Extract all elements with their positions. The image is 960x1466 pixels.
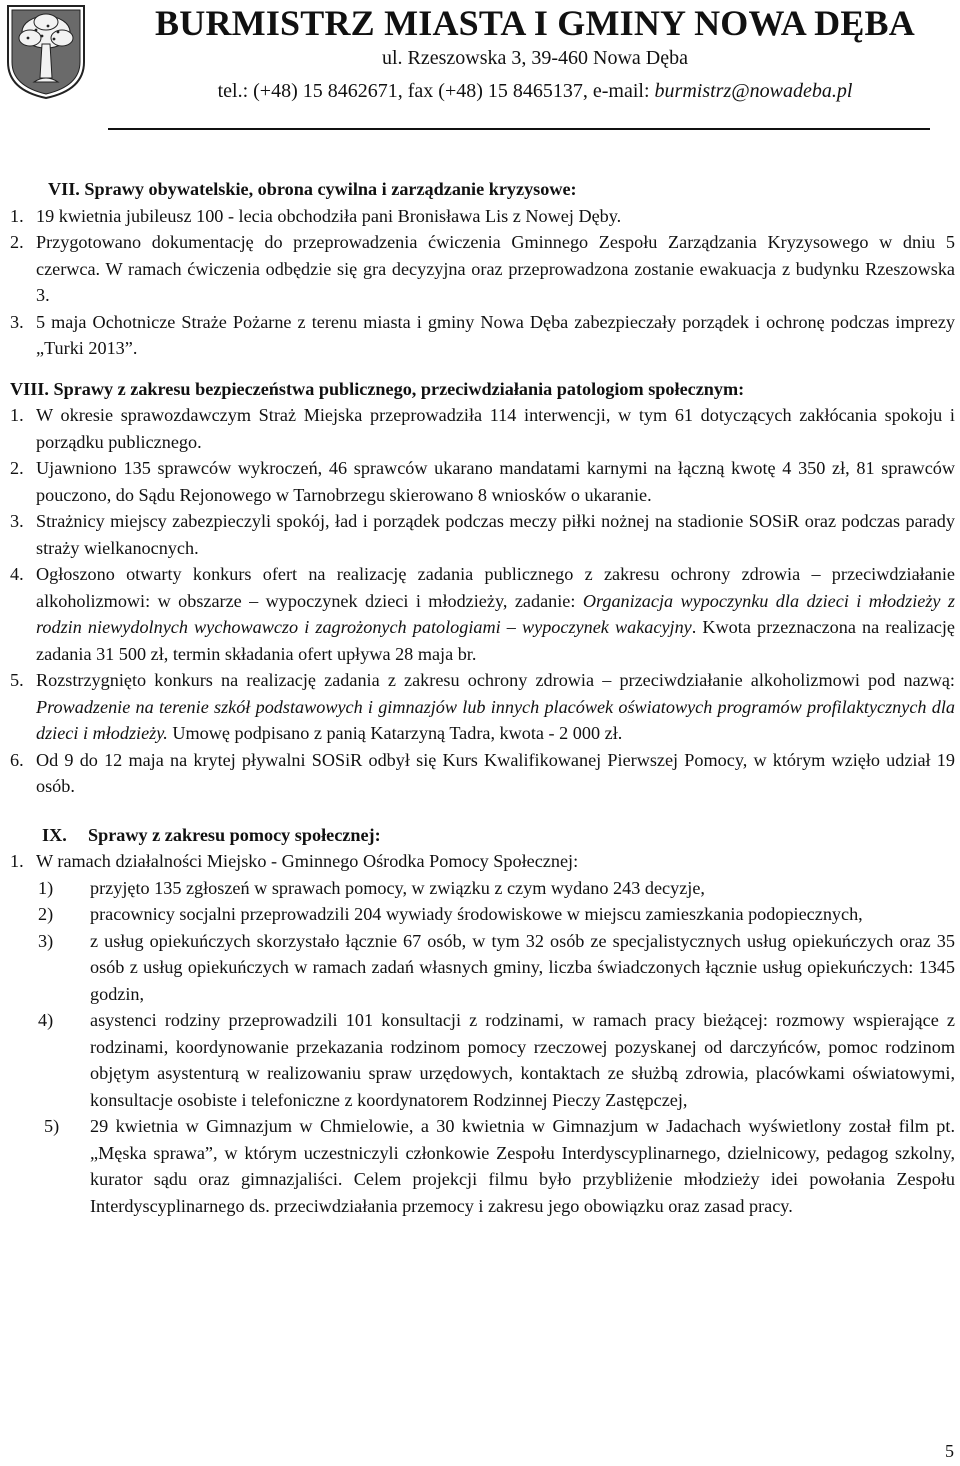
sub-list-item-text: pracownicy socjalni przeprowadzili 204 wywiady środowiskowe w miejscu zamieszkania podopiecznych, [90,904,863,924]
sub-list-item-number: 5) [44,1116,60,1136]
list-item-text-part: Umowę podpisano z panią Katarzyną Tadra, kwota - 2 000 zł. [167,723,623,743]
list-item [10,848,955,875]
section-number: IX. [42,824,67,845]
sub-list-item-number: 3) [38,930,54,951]
list-item-number: 6. [10,749,24,770]
list-item-text [36,561,955,667]
sub-list-item [10,875,955,902]
section-title: Sprawy z zakresu pomocy społecznej: [88,824,381,845]
list-item-number: 2. [10,458,24,478]
page-number: 5 [945,1441,954,1461]
list-item-text: 19 kwietnia jubileusz 100 - lecia obchodziła pani Bronisława Lis z Nowej Dęby. [36,205,622,226]
list-item-text: W okresie sprawozdawczym Straż Miejska przeprowadziła 114 interwencji, w tym 61 dotyczących zakłócania spokoju i porządku publicznego. [36,405,955,452]
header-title: BURMISTRZ MIASTA I GMINY NOWA DĘBA [155,3,915,43]
sub-list-item-number: 2) [38,904,54,924]
sub-list-item [10,901,955,928]
list-item-number: 3. [10,511,24,531]
list-item [10,229,955,309]
sub-list-item-text: 29 kwietnia w Gimnazjum w Chmielowie, a 30 kwietnia w Gimnazjum w Jadachach wyświetlony został film pt. „Męska sprawa”, w którym uczestniczyli członkowie Zespołu Interdyscyplinarnego, dzielnicowy, pedagog szkolny, kurator sądu oraz gimnazjaliści. Celem projekcji filmu było przybliżenie młodzieży idei powołania Zespołu Interdyscyplinarnego ds. przeciwdziałania przemocy i zakresu jego obowiązku oraz zasad pracy. [90,1116,955,1216]
list-item-text: Od 9 do 12 maja na krytej pływalni SOSiR odbył się Kurs Kwalifikowanej Pierwszej Pomocy, w którym wzięło udział 19 osób. [36,749,955,796]
list-item [10,747,955,800]
task-title-italic: Prowadzenie na terenie szkół podstawowych i gimnazjów lub innych placówek oświatowych programów profilaktycznych dla dzieci i młodzieży. [36,696,955,743]
section-viii-heading: VIII. Sprawy z zakresu bezpieczeństwa publicznego, przeciwdziałania patologiom społecznym: [10,378,745,399]
header-email-link[interactable]: burmistrz@nowadeba.pl [654,80,853,102]
list-item [10,402,955,455]
document-body [10,176,955,1219]
list-item [10,667,955,747]
list-item-text-part: Ogłoszono otwarty konkurs ofert na realizację zadania publicznego z zakresu ochrony zdrowia – przeciwdziałanie alkoholizmowi: w obszarze – wypoczynek dzieci i młodzieży, zadanie: [36,564,955,611]
task-title-italic: Organizacja wypoczynku dla dzieci i młodzieży z rodzin niewydolnych wychowawczo i zagrożonych patologiami – wypoczynek wakacyjny [36,590,955,637]
sub-list-item-text: z usług opiekuńczych skorzystało łącznie 67 osób, w tym 32 osób ze specjalistycznych usług opiekuńczych oraz 35 osób z usług opiekuńczych w ramach zadań własnych gminy, liczba świadczonych łącznie usług opiekuńczych: 1345 godzin, [90,930,955,1004]
list-item-text: Przygotowano dokumentację do przeprowadzenia ćwiczenia Gminnego Zespołu Zarządzania Kryzysowego w dniu 5 czerwca. W ramach ćwiczenia odbędzie się gra decyzyjna oraz przeprowadzona zostanie ewakuacja z budynku Rzeszowska 3. [36,232,955,305]
list-item-text: Strażnicy miejscy zabezpieczyli spokój, ład i porządek podczas meczy piłki nożnej na stadionie SOSiR oraz podczas parady straży wielkanocnych. [36,511,955,558]
list-item-text-part: Rozstrzygnięto konkurs na realizację zadania z zakresu ochrony zdrowia – przeciwdziałanie alkoholizmowi pod nazwą: [36,670,955,690]
sub-list-item-text: asystenci rodziny przeprowadzili 101 konsultacji z rodzinami, w ramach pracy bieżącej: rozmowy wspierające z rodzinami, koordynowanie przekazania rodzinom pomocy rzeczowej pozyskanej od darczyńców, pomoc rodzinom objętym asystenturą w realizowaniu spraw urzędowych, kontaktach ze służbą zdrowia, placówkami oświatowymi, konsultacje osobiste i telefoniczne z koordynatorem Rodzinnej Pieczy Zastępczej, [90,1010,955,1110]
list-item-text: 5 maja Ochotnicze Straże Pożarne z terenu miasta i gminy Nowa Dęba zabezpieczały porządek i ochronę podczas imprezy „Turki 2013”. [36,311,955,358]
header-contact-phone-fax: tel.: (+48) 15 8462671, fax (+48) 15 8465137, e-mail: [217,80,655,102]
list-item-number: 1. [10,205,24,226]
header-divider [108,128,930,130]
list-item-text: Ujawniono 135 sprawców wykroczeń, 46 sprawców ukarano mandatami karnymi na łączną kwotę 4 350 zł, 81 sprawców pouczono, do Sądu Rejonowego w Tarnobrzegu skierowano 8 wniosków o ukaranie. [36,458,955,505]
list-item-text: W ramach działalności Miejsko - Gminnego Ośrodka Pomocy Społecznej: [36,851,579,871]
sub-list-item-text: przyjęto 135 zgłoszeń w sprawach pomocy, w związku z czym wydano 243 decyzje, [90,877,705,898]
list-item [10,561,955,667]
sub-list-item [10,928,955,1008]
section-vii-heading: VII. Sprawy obywatelskie, obrona cywilna i zarządzanie kryzysowe: [48,179,577,199]
list-item-number: 3. [10,311,24,332]
list-item-number: 2. [10,232,24,252]
list-item [10,455,955,508]
sub-list-item-number: 1) [38,877,54,898]
list-item-number: 4. [10,564,24,584]
header-address: ul. Rzeszowska 3, 39-460 Nowa Dęba [381,47,689,69]
sub-list-item [10,1007,955,1113]
section-ix-heading [10,822,955,849]
sub-list-item-number: 4) [38,1010,54,1030]
list-item-number: 1. [10,405,24,425]
list-item-text [36,667,955,747]
sub-list-item [10,1113,955,1219]
list-item [10,508,955,561]
list-item-number: 5. [10,670,24,690]
list-item [10,203,955,230]
list-item-text-part: . Kwota przeznaczona na realizację zadania 31 500 zł, termin składania ofert upływa 28 maja br. [36,617,955,664]
list-item-number: 1. [10,851,24,871]
list-item [10,309,955,362]
header-contact [110,80,960,103]
coat-of-arms-icon [6,4,86,100]
